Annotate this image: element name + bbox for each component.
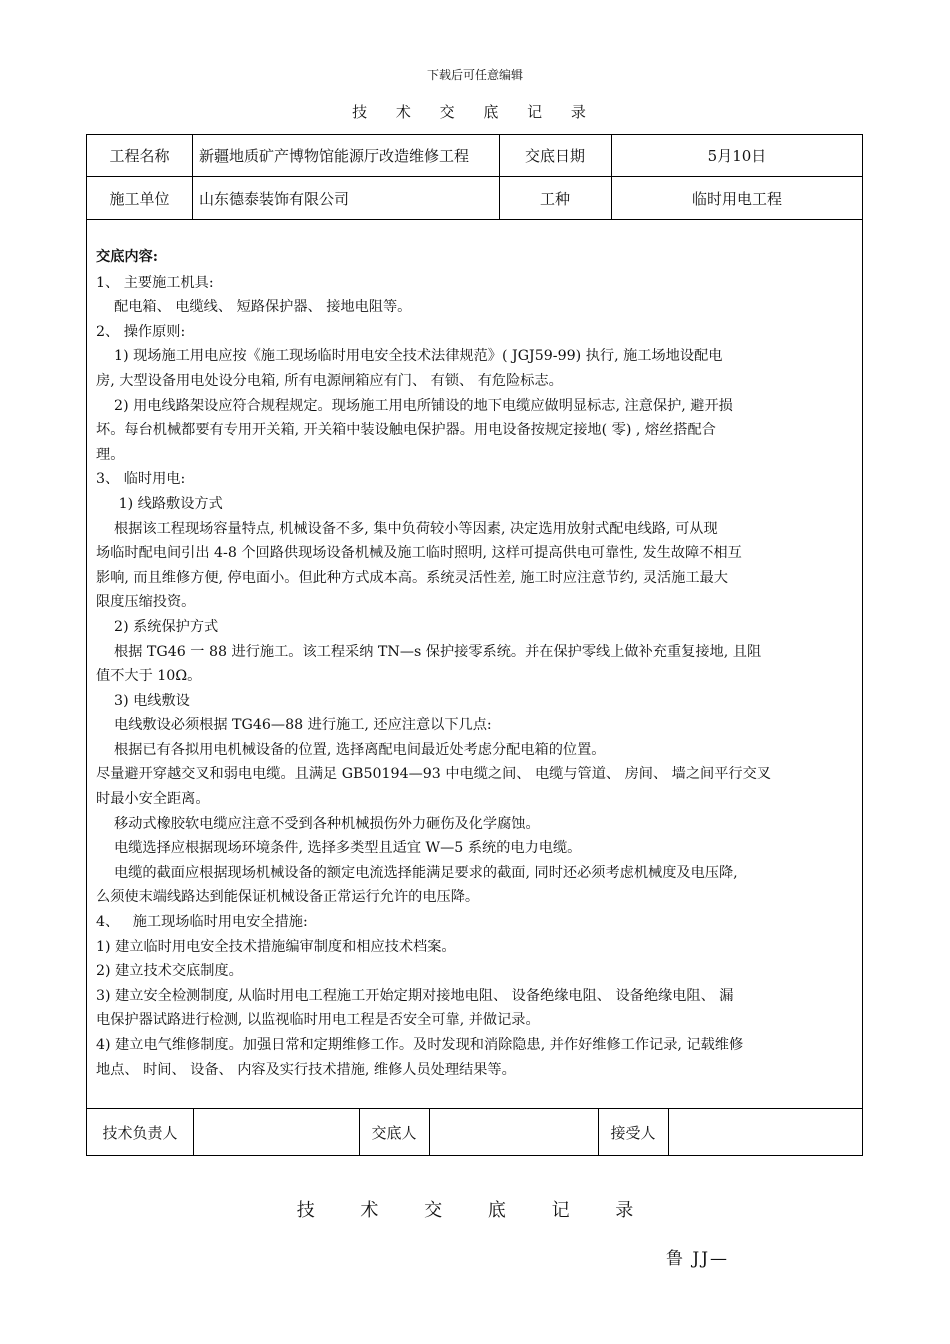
- content-line: 理。: [96, 446, 125, 463]
- content-line: 1) 建立临时用电安全技术措施编审制度和相应技术档案。: [96, 938, 456, 955]
- content-line: 根据已有各拟用电机械设备的位置, 选择离配电间最近处考虑分配电箱的位置。: [96, 741, 606, 758]
- content-line: 1、 主要施工机具:: [96, 274, 214, 291]
- handover-content: [96, 245, 856, 1082]
- header-row-unit: [87, 177, 862, 220]
- header-row-project: [87, 135, 862, 177]
- content-line: 时最小安全距离。: [96, 791, 210, 808]
- signature-row: [87, 1108, 862, 1155]
- content-line: 3、 临时用电:: [96, 471, 186, 488]
- content-line: 根据该工程现场容量特点, 机械设备不多, 集中负荷较小等因素, 决定选用放射式配电线路, 可从现: [96, 520, 718, 537]
- content-lines: [96, 271, 856, 1083]
- content-line: 地点、 时间、 设备、 内容及实行技术措施, 维修人员处理结果等。: [96, 1061, 516, 1078]
- content-line: 么须使末端线路达到能保证机械设备正常运行允许的电压降。: [96, 889, 480, 906]
- top-note: 下载后可任意编辑: [426, 68, 523, 82]
- tech-lead-signature: [194, 1109, 359, 1155]
- content-line: 电保护器试路进行检测, 以监视临时用电工程是否安全可靠, 并做记录。: [96, 1012, 540, 1029]
- receiver-label: 接受人: [610, 1123, 656, 1142]
- content-line: 房, 大型设备用电处设分电箱, 所有电源闸箱应有门、 有锁、 有危险标志。: [96, 372, 563, 389]
- record-form: [86, 134, 863, 1156]
- content-line: 影响, 而且维修方便, 停电面小。但此种方式成本高。系统灵活性差, 施工时应注意节约, 灵活施工最大: [96, 569, 728, 586]
- content-line: 3) 建立安全检测制度, 从临时用电工程施工开始定期对接地电阻、 设备绝缘电阻、 设备绝缘电阻、 漏: [96, 987, 734, 1004]
- content-line: 场临时配电间引出 4-8 个回路供现场设备机械及施工临时照明, 这样可提高供电可靠性, 发生故障不相互: [96, 545, 742, 562]
- project-label: 工程名称: [109, 147, 170, 165]
- trade-value: 临时用电工程: [691, 189, 782, 208]
- trade-label: 工种: [539, 189, 570, 208]
- date-label: 交底日期: [524, 147, 585, 165]
- content-line: 2) 系统保护方式: [96, 618, 219, 635]
- content-line: 值不大于 10Ω。: [96, 668, 202, 685]
- footer-code: 鲁 JJ—: [666, 1249, 730, 1269]
- content-line: 4、 施工现场临时用电安全措施:: [96, 914, 308, 931]
- content-line: 坏。每台机械都要有专用开关箱, 开关箱中装设触电保护器。用电设备按规定接地( 零) , 熔丝搭配合: [96, 422, 716, 439]
- date-value: 5月10日: [707, 147, 767, 165]
- document-title: 技 术 交 底 记 录: [352, 103, 598, 121]
- content-line: 移动式橡胶软电缆应注意不受到各种机械损伤外力砸伤及化学腐蚀。: [96, 815, 540, 832]
- content-line: 2、 操作原则:: [96, 323, 186, 340]
- project-value: 新疆地质矿产博物馆能源厅改造维修工程: [199, 147, 470, 165]
- content-line: 电缆选择应根据现场环境条件, 选择多类型且适宜 W—5 系统的电力电缆。: [96, 840, 582, 857]
- handover-label: 交底人: [371, 1123, 417, 1142]
- content-line: 根据 TG46 一 88 进行施工。该工程采纳 TN—s 保护接零系统。并在保护零线上做补充重复接地, 且阻: [96, 643, 762, 660]
- unit-label: 施工单位: [109, 189, 170, 208]
- content-line: 2) 用电线路架设应符合规程规定。现场施工用电所铺设的地下电缆应做明显标志, 注意保护, 避开损: [96, 397, 733, 414]
- content-line: 尽量避开穿越交叉和弱电电缆。且满足 GB50194—93 中电缆之间、 电缆与管道、 房间、 墙之间平行交叉: [96, 766, 771, 783]
- content-line: 配电箱、 电缆线、 短路保护器、 接地电阻等。: [96, 299, 412, 316]
- tech-lead-label: 技术负责人: [102, 1123, 178, 1142]
- content-line: 4) 建立电气维修制度。加强日常和定期维修工作。及时发现和消除隐患, 并作好维修工作记录, 记载维修: [96, 1037, 744, 1053]
- handover-signature: [430, 1109, 598, 1155]
- content-line: 1) 线路敷设方式: [96, 495, 223, 512]
- content-line: 1) 现场施工用电应按《施工现场临时用电安全技术法律规范》( JGJ59-99) 执行, 施工场地设配电: [96, 348, 723, 365]
- content-heading: 交底内容:: [96, 249, 158, 265]
- unit-value: 山东德泰装饰有限公司: [199, 189, 350, 208]
- content-line: 电线敷设必须根据 TG46—88 进行施工, 还应注意以下几点:: [96, 717, 492, 734]
- content-line: 电缆的截面应根据现场机械设备的额定电流选择能满足要求的截面, 同时还必须考虑机械度及电压降,: [96, 864, 738, 881]
- receiver-signature: [669, 1109, 863, 1155]
- content-line: 2) 建立技术交底制度。: [96, 963, 243, 980]
- footer-title: 技 术 交 底 记 录: [296, 1200, 654, 1221]
- content-line: 3) 电线敷设: [96, 692, 190, 709]
- content-line: 限度压缩投资。: [96, 594, 196, 611]
